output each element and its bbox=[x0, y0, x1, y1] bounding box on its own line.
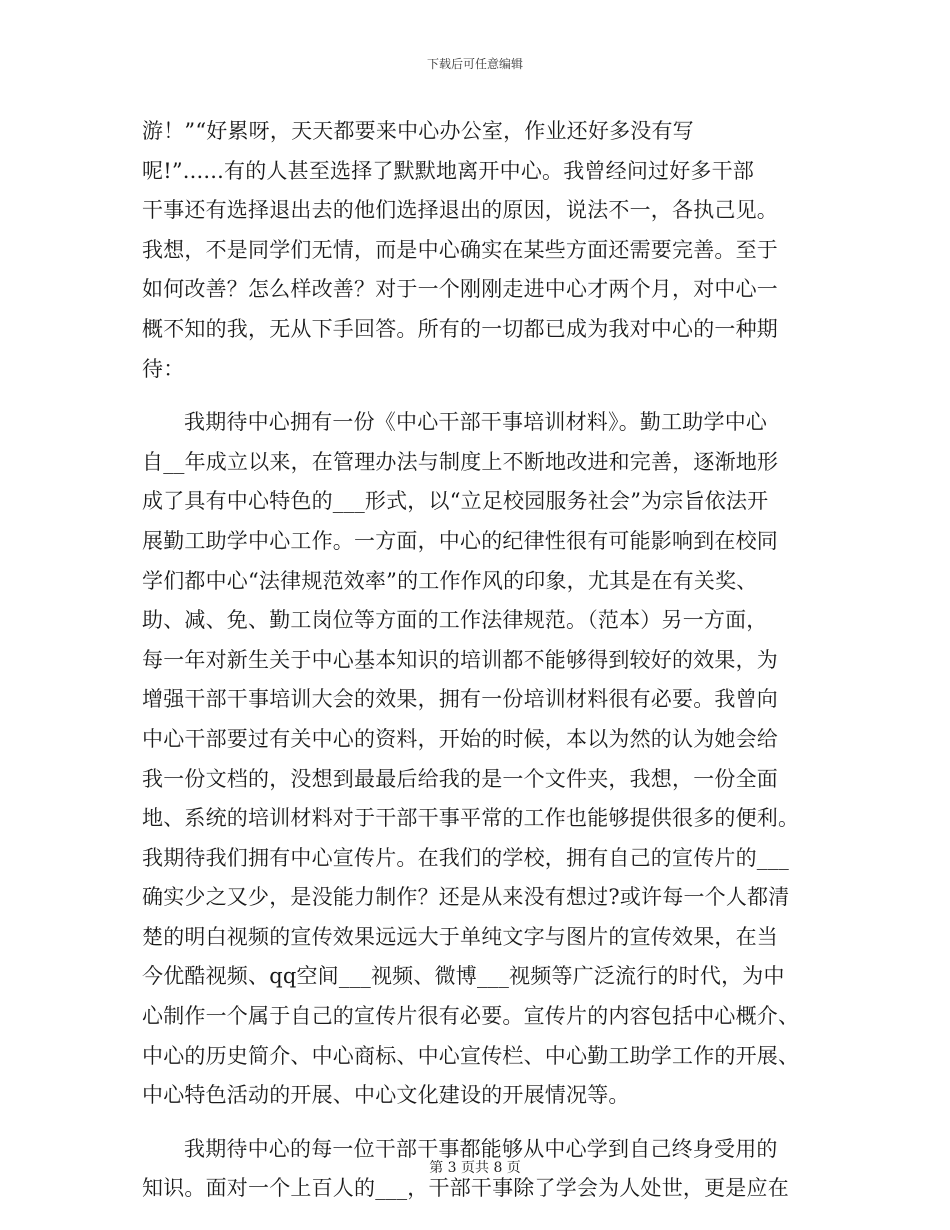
text-line: 确实少之又少，是没能力制作？还是从来没有想过?或许每一个人都清 bbox=[142, 885, 790, 910]
text-line: 学们都中心“法律规范效率”的工作作风的印象，尤其是在有关奖、 bbox=[142, 568, 758, 593]
text-line: 游！”“好累呀，天天都要来中心办公室，作业还好多没有写 bbox=[142, 119, 694, 143]
text-line: 增强干部干事培训大会的效果，拥有一份培训材料很有必要。我曾向 bbox=[142, 687, 778, 712]
text-line: 每一年对新生关于中心基本知识的培训都不能够得到较好的效果，为 bbox=[142, 647, 778, 672]
text-line: 如何改善？怎么样改善？对于一个刚刚走进中心才两个月，对中心一 bbox=[142, 277, 778, 302]
text-line: 楚的明白视频的宣传效果远远大于单纯文字与图片的宣传效果，在当 bbox=[142, 924, 778, 949]
text-line: 我期待我们拥有中心宣传片。在我们的学校，拥有自己的宣传片的___ bbox=[142, 845, 789, 870]
paragraph-start-line: 我期待中心拥有一份《中心干部干事培训材料》。勤工助学中心 bbox=[184, 410, 768, 435]
text-line: 知识。面对一个上百人的___，干部干事除了学会为人处世，更是应在 bbox=[142, 1176, 789, 1201]
text-line: 干事还有选择退出去的他们选择退出的原因，说法不一，各执己见。 bbox=[142, 198, 778, 223]
text-line: 展勤工助学中心工作。一方面，中心的纪律性很有可能影响到在校同 bbox=[142, 528, 778, 553]
text-line: 地、系统的培训材料对于干部干事平常的工作也能够提供很多的便利。 bbox=[142, 806, 800, 831]
text-line: 助、减、免、勤工岗位等方面的工作法律规范。（范本）另一方面， bbox=[142, 608, 768, 633]
paragraph-start-line: 我期待中心的每一位干部干事都能够从中心学到自己终身受用的 bbox=[184, 1136, 778, 1161]
text-line: 今优酷视频、qq空间___视频、微博___视频等广泛流行的时代，为中 bbox=[142, 964, 785, 989]
page-number-footer: 第 3 页共 8 页 bbox=[429, 1160, 521, 1176]
text-line: 待： bbox=[142, 356, 185, 381]
text-line: 中心的历史简介、中心商标、中心宣传栏、中心勤工助学工作的开展、 bbox=[142, 1043, 800, 1068]
page-header: 下载后可任意编辑 bbox=[426, 57, 523, 71]
text-line: 中心特色活动的开展、中心文化建设的开展情况等。 bbox=[142, 1083, 630, 1108]
text-line: 自__年成立以来，在管理办法与制度上不断地改进和完善，逐渐地形 bbox=[142, 449, 779, 474]
document-body bbox=[142, 112, 808, 1209]
text-line: 概不知的我，无从下手回答。所有的一切都已成为我对中心的一种期 bbox=[142, 316, 778, 341]
text-line: 成了具有中心特色的___形式，以“立足校园服务社会”为宗旨依法开 bbox=[142, 489, 769, 514]
text-line: 我一份文档的，没想到最最后给我的是一个文件夹，我想，一份全面 bbox=[142, 766, 778, 791]
text-line: 我想，不是同学们无情，而是中心确实在某些方面还需要完善。至于 bbox=[142, 237, 778, 262]
text-line: 心制作一个属于自己的宣传片很有必要。宣传片的内容包括中心概介、 bbox=[142, 1004, 800, 1029]
text-line: 中心干部要过有关中心的资料，开始的时候，本以为然的认为她会给 bbox=[142, 726, 778, 751]
text-line: 呢!”......有的人甚至选择了默默地离开中心。我曾经问过好多干部 bbox=[142, 158, 755, 183]
